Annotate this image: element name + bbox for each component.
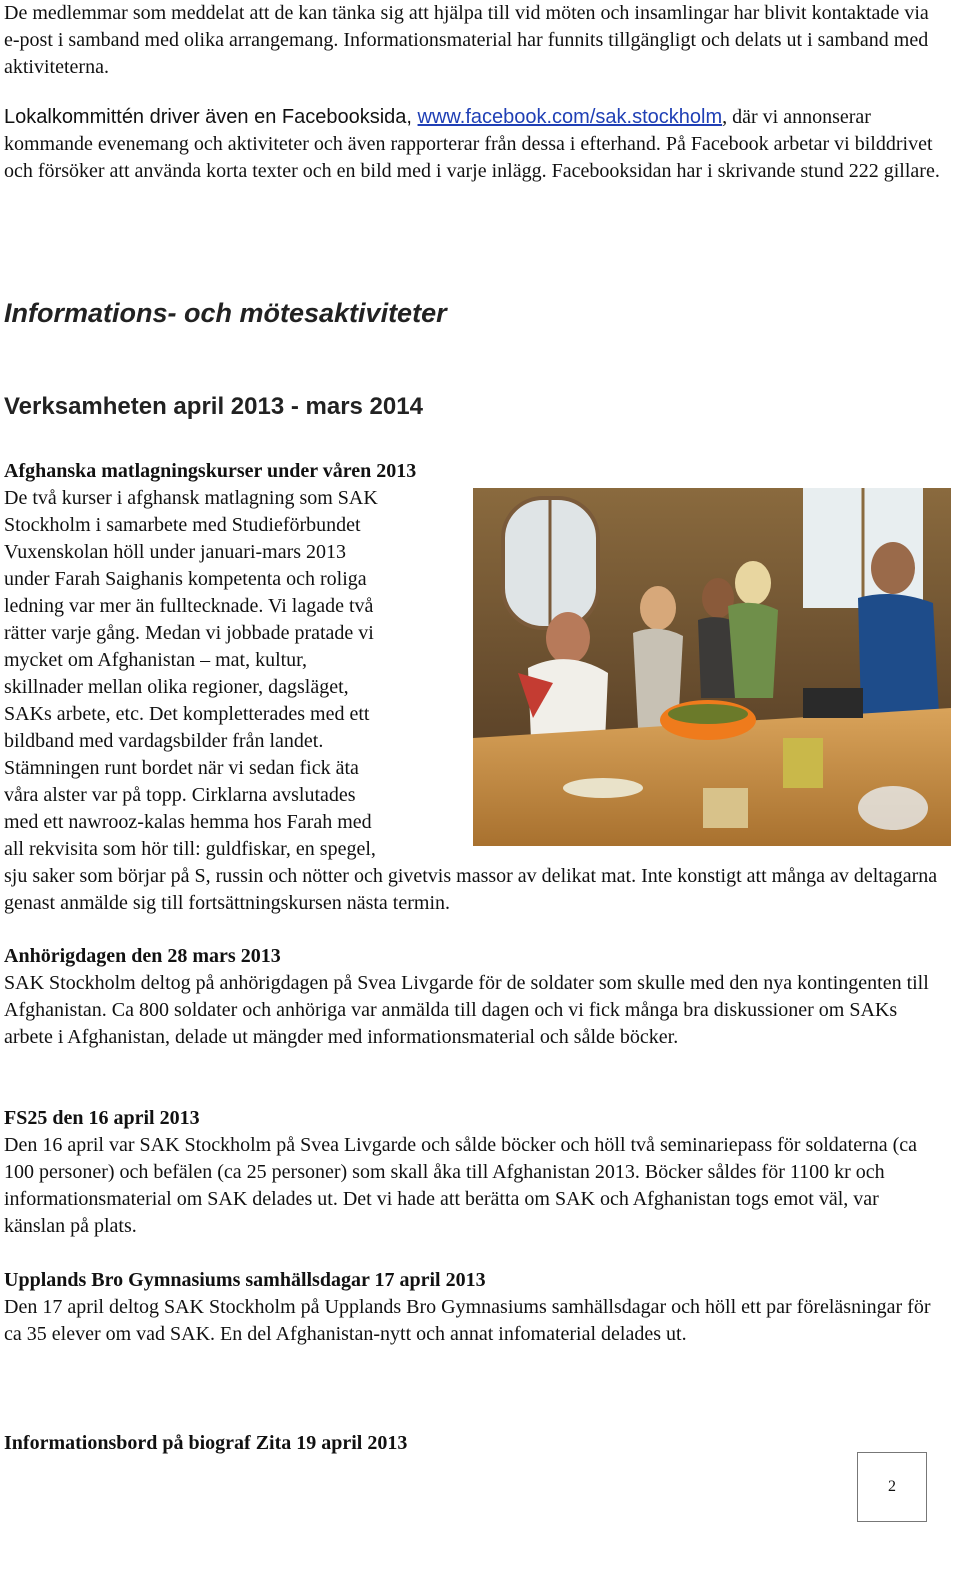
- article-body-fs25: Den 16 april var SAK Stockholm på Svea Livgarde och sålde böcker och höll två seminariepass för soldaterna (ca 100 personer) och befälen (ca 25 personer) som skall åka till Afghanistan 2013. Böcker såldes för 1100 kr och informationsmaterial om SAK delades ut. Det vi hade att berätta om SAK och Afghanistan togs emot väl, var känslan på plats.: [4, 1134, 918, 1237]
- article-line: skillnader mellan olika regioner, dagsläget,: [4, 676, 349, 698]
- cooking-class-photo: [473, 488, 951, 846]
- article-body-upplands-bro: Den 17 april deltog SAK Stockholm på Upplands Bro Gymnasiums samhällsdagar och höll ett par föreläsningar för ca 35 elever om vad SAK. En del Afghanistan-nytt och annat infomaterial delades ut.: [4, 1296, 931, 1345]
- article-cooking-wrapped: [4, 485, 450, 863]
- section-title: Informations- och mötesaktiviteter: [4, 298, 447, 328]
- article-heading-upplands-bro: Upplands Bro Gymnasiums samhällsdagar 17 april 2013: [4, 1269, 486, 1291]
- article-line: all rekvisita som hör till: guldfiskar, en spegel,: [4, 838, 376, 860]
- article-line: rätter varje gång. Medan vi jobbade pratade vi: [4, 622, 374, 644]
- subsection-title: Verksamheten april 2013 - mars 2014: [4, 393, 423, 420]
- intro-p2-after: , där vi annonserar kommande evenemang och aktiviteter och även rapporterar från dessa i efterhand. På Facebook arbetar vi bilddrivet och försöker att använda korta texter och en bild med i varje inlägg. Facebooksidan har i skrivande stund 222 gillare.: [4, 106, 940, 182]
- intro-p2-before: Lokalkommittén driver även en Facebooksida,: [4, 106, 418, 128]
- facebook-link[interactable]: www.facebook.com/sak.stockholm: [417, 106, 723, 128]
- article-heading-anhorigdagen: Anhörigdagen den 28 mars 2013: [4, 945, 281, 967]
- article-line: Stockholm i samarbete med Studieförbundet: [4, 514, 361, 536]
- article-line: Stämningen runt bordet när vi sedan fick äta: [4, 757, 359, 779]
- article-line: mycket om Afghanistan – mat, kultur,: [4, 649, 308, 671]
- article-line: De två kurser i afghansk matlagning som SAK: [4, 487, 378, 509]
- article-line: våra alster var på topp. Cirklarna avslutades: [4, 784, 356, 806]
- article-heading-zita: Informationsbord på biograf Zita 19 april 2013: [4, 1432, 408, 1454]
- intro-paragraph-1: De medlemmar som meddelat att de kan tänka sig att hjälpa till vid möten och insamlingar har blivit kontaktade via e-post i samband med olika arrangemang. Informationsmaterial har funnits tillgängligt och delats ut i samband med aktiviteterna.: [4, 2, 929, 78]
- article-heading-cooking: Afghanska matlagningskurser under våren 2013: [4, 460, 417, 482]
- article-line: Vuxenskolan höll under januari-mars 2013: [4, 541, 347, 563]
- article-line: med ett nawrooz-kalas hemma hos Farah med: [4, 811, 372, 833]
- article-line: under Farah Saighanis kompetenta och roliga: [4, 568, 367, 590]
- article-body-anhorigdagen: SAK Stockholm deltog på anhörigdagen på Svea Livgarde för de soldater som skulle med den nya kontingenten till Afghanistan. Ca 800 soldater och anhöriga var anmälda till dagen och vi fick många bra diskussioner om SAKs arbete i Afghanistan, delade ut mängder med informationsmaterial och sålde böcker.: [4, 972, 929, 1048]
- intro-paragraph-2: [4, 104, 944, 185]
- article-line: bildband med vardagsbilder från landet.: [4, 730, 324, 752]
- cooking-photo-illustration: [473, 488, 951, 846]
- article-line: ledning var mer än fulltecknade. Vi lagade två: [4, 595, 374, 617]
- article-heading-fs25: FS25 den 16 april 2013: [4, 1107, 200, 1129]
- article-cooking-rest: sju saker som börjar på S, russin och nötter och givetvis massor av delikat mat. Inte konstigt att många av deltagarna genast anmälde sig till fortsättningskursen nästa termin.: [4, 865, 938, 914]
- page-number: 2: [888, 1478, 896, 1495]
- page-number-box: [857, 1452, 927, 1522]
- article-line: SAKs arbete, etc. Det kompletterades med ett: [4, 703, 370, 725]
